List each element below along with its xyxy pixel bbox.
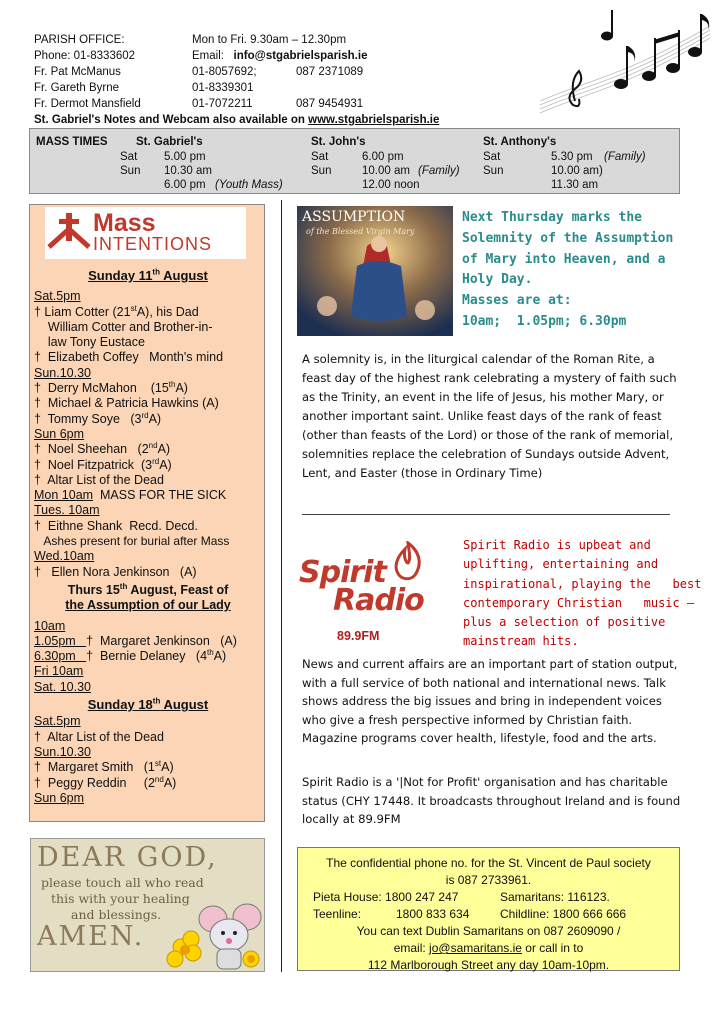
schedule-slot	[34, 649, 262, 664]
assumption-image	[297, 206, 453, 336]
slot-time: 1.05pm	[34, 633, 87, 648]
childline: Childline: 1800 666 666	[500, 907, 627, 921]
intention: † Liam Cotter (21stA), his Dad	[34, 303, 199, 319]
schedule-slot	[34, 488, 262, 503]
spirit-radio-logo	[297, 541, 432, 629]
announce-line: of Mary into Heaven, and a	[462, 251, 666, 267]
mass-intentions-logo	[45, 207, 246, 259]
announce-line: Solemnity of the Assumption	[462, 230, 674, 246]
schedule-slot	[34, 634, 262, 649]
church-name: St. Anthony's	[483, 136, 557, 148]
mass-time: 10.00 am	[362, 165, 410, 177]
intention: † Tommy Soye (3rdA)	[34, 410, 162, 426]
logo-mass-text: Mass	[93, 209, 156, 237]
schedule-slot: Sat.5pm	[34, 714, 81, 729]
schedule-slot: Sun.10.30	[34, 744, 91, 759]
contact-name: Fr. Gareth Byrne	[34, 82, 120, 94]
phone-number: Phone: 01-8333602	[34, 50, 136, 62]
mass-day: Sun	[483, 165, 504, 177]
email-link[interactable]: info@stgabrielsparish.ie	[233, 50, 368, 62]
blurb-line: Spirit Radio is upbeat and	[463, 538, 651, 552]
intention: † Derry McMahon (15thA)	[34, 379, 188, 396]
schedule-slot: Fri 10am	[34, 664, 84, 679]
intention: Ashes present for burial after Mass	[34, 534, 230, 549]
intention: † Margaret Jenkinson (A)	[86, 633, 237, 648]
email-tail: or call in to	[521, 941, 584, 955]
spirit-radio-blurb	[463, 536, 702, 652]
samaritans-email-link[interactable]: jo@samaritans.ie	[429, 941, 522, 955]
schedule-slot: Sun 6pm	[34, 426, 85, 441]
mass-time: 5.30 pm	[551, 151, 593, 163]
intention: † Noel Sheehan (2ndA)	[34, 441, 171, 457]
blurb-line: contemporary Christian music –	[463, 595, 695, 610]
teenline-label: Teenline:	[313, 907, 362, 921]
intention: † Altar List of the Dead	[34, 729, 164, 744]
mass-day: Sat	[483, 151, 501, 163]
contact-phone: 01-8057692;	[192, 66, 257, 78]
radio-frequency: 89.9FM	[337, 629, 380, 643]
assumption-image-subtitle: of the Blessed Virgin Mary	[306, 227, 415, 236]
slot-day: Mon 10am	[34, 488, 94, 503]
mass-times-label: MASS TIMES	[36, 136, 108, 148]
schedule-slot: Sun.10.30	[34, 365, 91, 380]
svp-line: The confidential phone no. for the St. Vincent de Paul society	[326, 856, 651, 870]
church-name: St. John's	[311, 136, 366, 148]
mass-day: Sat	[311, 151, 329, 163]
dear-god-text: this with your healing	[51, 891, 190, 906]
assumption-painting-icon	[297, 206, 453, 336]
blurb-line: mainstream hits.	[463, 634, 579, 649]
slot-note: MASS FOR THE SICK	[93, 488, 227, 503]
slot-time: 6.30pm	[34, 649, 87, 664]
intention: † Margaret Smith (1stA)	[34, 759, 174, 775]
blurb-line: plus a selection of positive	[463, 615, 666, 630]
logo-intentions-text: INTENTIONS	[93, 234, 213, 254]
feast-heading: the Assumption of our Lady	[65, 598, 231, 613]
mass-time: 10.00 am)	[551, 165, 603, 177]
mass-day: Sat	[120, 151, 138, 163]
intention: † Michael & Patricia Hawkins (A)	[34, 396, 219, 411]
music-notes-icon	[535, 6, 715, 121]
svp-number: is 087 2733961.	[445, 873, 532, 887]
pieta-house: Pieta House: 1800 247 247	[313, 890, 459, 904]
webcam-note: St. Gabriel's Notes and Webcam also available on	[34, 114, 305, 126]
flame-icon	[391, 541, 425, 581]
column-divider	[281, 200, 282, 972]
mass-note: (Family)	[604, 151, 646, 163]
radio-logo-text: Radio	[333, 583, 424, 618]
email-samaritans	[298, 940, 679, 957]
announce-line: Next Thursday marks the	[462, 210, 643, 225]
blurb-line: uplifting, entertaining and	[463, 557, 659, 572]
mass-times-box	[29, 128, 680, 194]
schedule-slot: Wed.10am	[34, 549, 95, 564]
contact-name: Fr. Pat McManus	[34, 66, 121, 78]
feast-heading: Thurs 15th August, Feast of	[67, 581, 229, 597]
mass-time: 5.00 pm	[164, 151, 206, 163]
church-name: St. Gabriel's	[136, 136, 203, 148]
mass-time: 10.30 am	[164, 165, 212, 177]
mass-note: (Family)	[418, 165, 460, 177]
sunday-heading: Sunday 18th August	[87, 696, 209, 713]
schedule-slot: Sat.5pm	[34, 289, 81, 304]
helpline-row	[298, 889, 679, 906]
contact-phone: 01-8339301	[192, 82, 254, 94]
mass-day: Sun	[120, 165, 141, 177]
mass-day: Sun	[311, 165, 332, 177]
assumption-image-title: ASSUMPTION	[302, 209, 406, 225]
sunday-heading: Sunday 11th August	[88, 267, 208, 283]
schedule-slot: Tues. 10am	[34, 503, 100, 518]
announce-line: Masses are at:	[462, 293, 572, 309]
dear-god-text: and blessings.	[71, 907, 162, 922]
announce-line: 10am; 1.05pm; 6.30pm	[462, 313, 627, 329]
mouse-with-flowers-icon	[161, 899, 265, 972]
schedule-slot: 10am	[34, 618, 66, 633]
intention: † Elizabeth Coffey Month's mind	[34, 350, 224, 365]
contact-phone: 01-7072211	[192, 98, 253, 110]
intention: † Eithne Shank Recd. Decd.	[34, 518, 198, 533]
blurb-line: inspirational, playing the best	[463, 576, 702, 591]
office-label: PARISH OFFICE:	[34, 34, 125, 46]
section-divider	[302, 514, 670, 515]
address-line: 112 Marlborough Street any day 10am-10pm.	[367, 958, 610, 972]
mass-time: 12.00 noon	[362, 179, 420, 191]
intention: † Peggy Reddin (2ndA)	[34, 774, 177, 790]
charity-paragraph: Spirit Radio is a '|Not for Profit' organisation and has charitable status (CHY 17448. It broadcasts throughout Ireland and is found locally at 89.9FM	[302, 775, 681, 826]
helpline-row	[298, 906, 679, 923]
contact-mobile: 087 9454931	[296, 98, 364, 110]
intention: William Cotter and Brother-in-	[34, 319, 213, 334]
news-paragraph: News and current affairs are an important part of station output, with a full service of both national and international news. Talk shows address the big issues and bring in independent voices who give a fresh perspective informed by Christian faith. Magazine programs cover health, lifestyle, food and the arts.	[302, 657, 678, 745]
mass-time: 6.00 pm	[362, 151, 404, 163]
mass-note: (Youth Mass)	[215, 179, 283, 191]
intention: law Tony Eustace	[34, 335, 145, 350]
contact-mobile: 087 2371089	[296, 66, 364, 78]
text-samaritans: You can text Dublin Samaritans on 087 2609090 /	[356, 924, 621, 938]
schedule-slot: Sun 6pm	[34, 790, 85, 805]
email-label: Email:	[192, 50, 224, 62]
mass-time: 11.30 am	[551, 179, 599, 191]
office-hours: Mon to Fri. 9.30am – 12.30pm	[192, 34, 347, 46]
schedule-slot: Sat. 10.30	[34, 679, 91, 694]
spirit-logo-text: Spirit	[299, 555, 386, 590]
assumption-announcement	[462, 208, 682, 333]
website-link[interactable]: www.stgabrielsparish.ie	[308, 114, 440, 126]
intention: † Altar List of the Dead	[34, 472, 164, 487]
teenline-number: 1800 833 634	[396, 907, 470, 921]
dear-god-text: please touch all who read	[41, 875, 204, 890]
intention: † Bernie Delaney (4thA)	[86, 647, 227, 664]
mass-time: 6.00 pm	[164, 179, 206, 191]
announce-line: Holy Day.	[462, 272, 533, 288]
dear-god-image	[30, 838, 265, 972]
dear-god-title: DEAR GOD,	[37, 842, 218, 873]
contact-name: Fr. Dermot Mansfield	[34, 98, 141, 110]
helplines-box	[297, 847, 680, 971]
email-label: email:	[393, 941, 430, 955]
mass-schedule	[34, 268, 262, 806]
samaritans: Samaritans: 116123.	[500, 890, 610, 904]
intention: † Noel Fitzpatrick (3rdA)	[34, 456, 172, 472]
intention: † Ellen Nora Jenkinson (A)	[34, 564, 197, 579]
dear-god-amen: AMEN.	[37, 921, 145, 952]
solemnity-paragraph: A solemnity is, in the liturgical calendar of the Roman Rite, a feast day of the highest rank celebrating a mystery of faith such as the Trinity, an event in the life of Jesus, his mother Mary, or another important saint. Unlike feast days of the rank of feast (other than feasts of the Lord) or those of the rank of memorial, solemnities replace the celebration of Sundays outside Advent, Lent, and Easter (those in Ordinary Time)	[302, 352, 677, 480]
